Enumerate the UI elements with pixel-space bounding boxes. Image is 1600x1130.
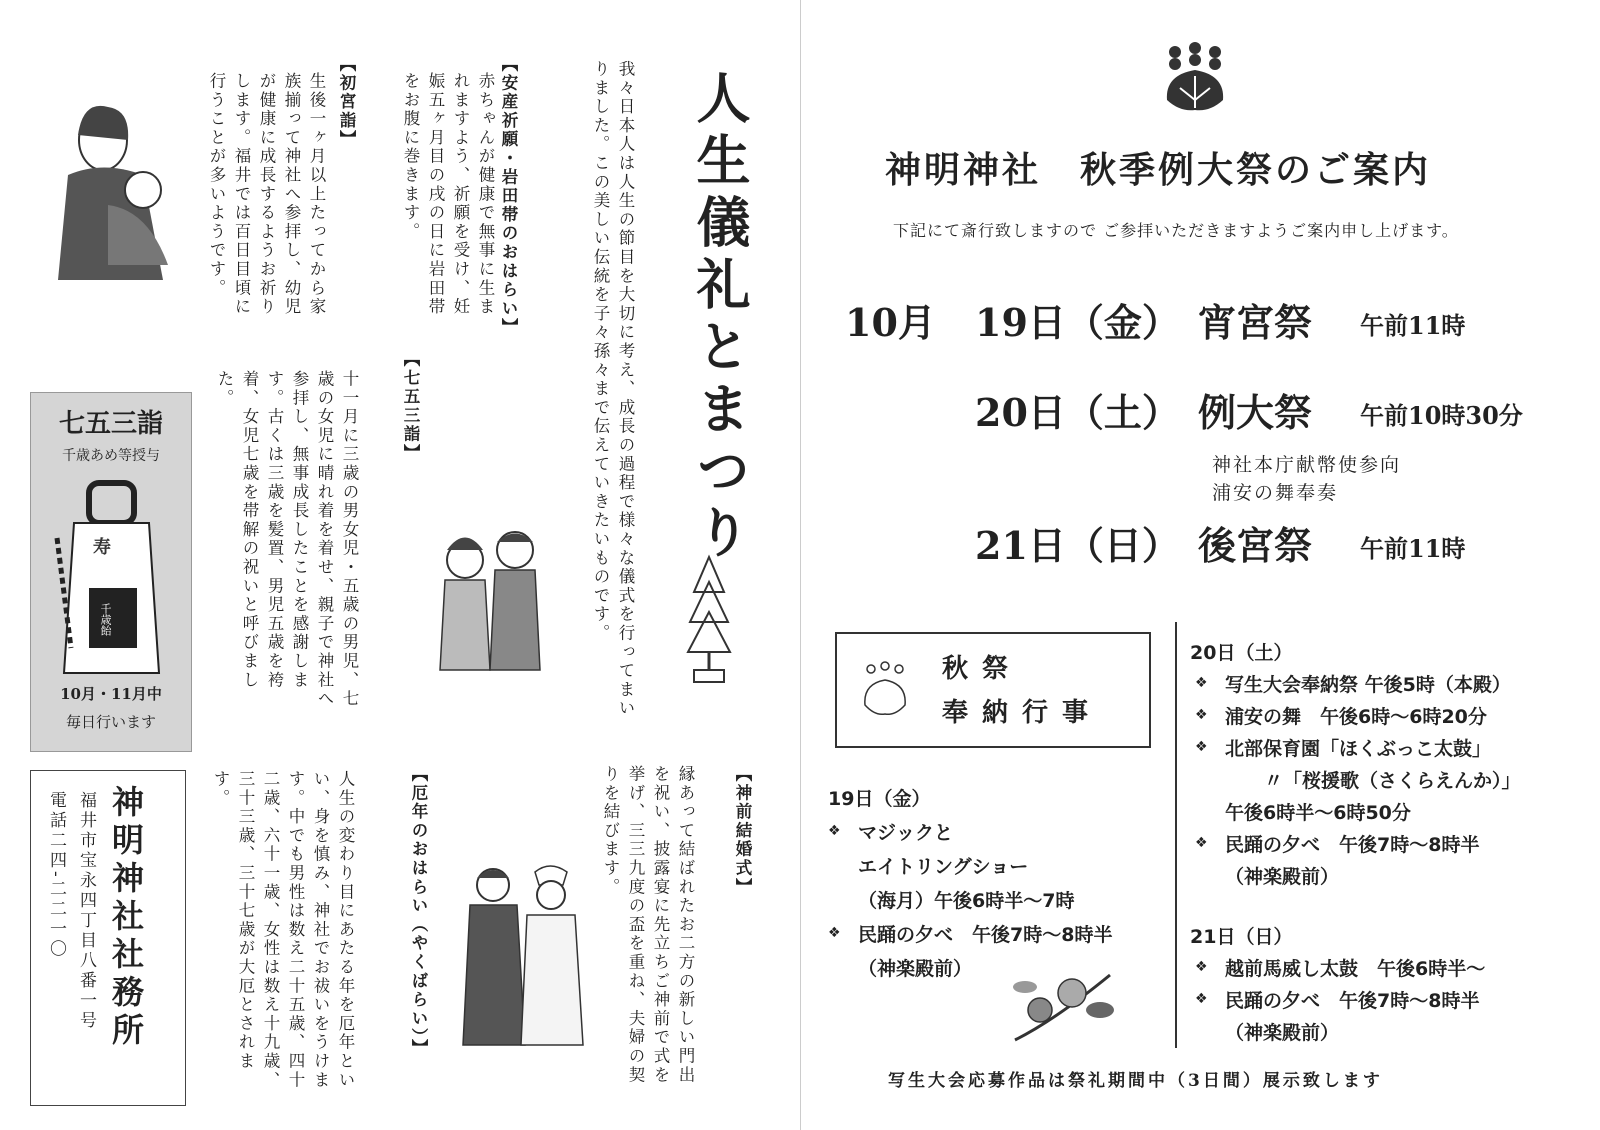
small-crest-icon (857, 660, 913, 720)
day20-heading: 20日（土） (1190, 642, 1293, 664)
reitaisai-note-1: 神社本庁献幣使参向 (1212, 454, 1402, 476)
schedule-event-19: 宵宮祭 (1198, 300, 1313, 345)
day20-line7: （神楽殿前） (1225, 866, 1340, 888)
schedule-time-21: 午前11時 (1360, 534, 1466, 563)
right-subtitle: 下記にて斎行致しますので ご参拝いただきますようご案内申し上げます。 (893, 221, 1459, 240)
bullet-icon: ❖ (1195, 835, 1208, 851)
bullet-icon: ❖ (1195, 675, 1208, 691)
autumn-festival-box (835, 632, 1151, 748)
day20-line5: 午後6時半～6時50分 (1225, 802, 1411, 824)
schedule-month: 10月 (845, 300, 936, 345)
mother-baby-illustration (48, 95, 178, 285)
bag-label-text: 千歳飴 (99, 603, 112, 636)
day20-line6: 民踊の夕べ 午後7時～8時半 (1225, 834, 1480, 856)
kekkon-body: 縁あって結ばれたお二方の新しい門出を祝い、披露宴に先立ちご神前で式を挙げ、三三九度の盃を重ね、夫婦の契りを結びます。 (601, 765, 695, 1085)
shichigosan-heading: 【七五三詣】 (401, 350, 420, 463)
day21-heading: 21日（日） (1190, 926, 1293, 948)
day20-line1: 写生大会奉納祭 午後5時（本殿） (1225, 674, 1511, 696)
day19-line2: エイトリングショー (858, 856, 1029, 878)
yakudoshi-heading: 【厄年のおはらい（やくばらい）】 (409, 765, 428, 1058)
box-label-1: 秋祭 (942, 654, 1023, 684)
shichigosan-body: 十一月に三歳の男女児・五歳の男児、七歳の女児に晴れ着を着せ、親子で神社へ参拝し、無事成長したことを感謝します。古くは三歳を髪置、男児五歳を袴着、女児七歳を帯解の祝いと呼びました。 (215, 370, 359, 709)
shrine-office-box (30, 770, 186, 1106)
box-label-2: 奉納行事 (942, 698, 1103, 728)
schedule-day-19: 19日（金） (975, 300, 1180, 345)
yakudoshi-body: 人生の変わり目にあたる年を厄年といい、身を慎み、神社でお祓いをうけます。中でも男性は数え二十五歳、四十二歳、六十一歳、女性は数え十九歳、三十三歳、三十七歳が大厄とされます。 (211, 770, 355, 1090)
bullet-icon: ❖ (1195, 959, 1208, 975)
office-tel: 電話二四-二二一〇 (46, 791, 66, 960)
bag-kotobuki-text: 寿 (93, 537, 111, 558)
day19-line3: （海月）午後6時半～7時 (858, 890, 1075, 912)
box-subtitle: 千歳あめ等授与 (62, 448, 160, 464)
bullet-icon: ❖ (828, 823, 841, 839)
day21-line2: 民踊の夕べ 午後7時～8時半 (1225, 990, 1480, 1012)
box-daily: 毎日行います (65, 713, 156, 731)
schedule-event-21: 後宮祭 (1198, 523, 1313, 568)
shichigosan-info-box (30, 392, 192, 752)
hatsumiya-heading: 【初宮詣】 (337, 55, 356, 149)
page-fold (800, 0, 801, 1130)
wedding-couple-illustration (455, 860, 585, 1050)
lantern-illustration (684, 552, 734, 692)
left-title: 人生儀礼とまつり (688, 70, 752, 566)
chitose-ame-bag (49, 478, 174, 678)
persimmon-illustration (1010, 965, 1120, 1045)
intro-text: 我々日本人は人生の節目を大切に考え、成長の過程で様々な儀式を行ってまいりました。この美しい伝統を子々孫々まで伝えていきたいものです。 (591, 60, 635, 718)
right-title: 神明神社 秋季例大祭のご案内 (885, 149, 1432, 191)
events-divider (1175, 622, 1177, 1048)
schedule-day-21: 21日（日） (975, 523, 1180, 568)
bullet-icon: ❖ (1195, 991, 1208, 1007)
day21-line3: （神楽殿前） (1225, 1022, 1340, 1044)
kekkon-heading: 【神前結婚式】 (733, 765, 752, 897)
day19-line4: 民踊の夕べ 午後7時～8時半 (858, 924, 1113, 946)
day21-line1: 越前馬威し太鼓 午後6時半～ (1225, 958, 1486, 980)
schedule-time-19: 午前11時 (1360, 311, 1466, 340)
schedule-day-20: 20日（土） (975, 390, 1180, 435)
paulownia-crest-icon (1155, 40, 1235, 115)
box-title: 七五三詣 (58, 409, 163, 439)
bullet-icon: ❖ (828, 925, 841, 941)
schedule-time-20: 午前10時30分 (1360, 401, 1523, 430)
footer-note: 写生大会応募作品は祭礼期間中（3日間）展示致します (888, 1071, 1383, 1091)
bullet-icon: ❖ (1195, 707, 1208, 723)
bullet-icon: ❖ (1195, 739, 1208, 755)
office-name: 神明神社社務所 (107, 785, 145, 1051)
hatsumiya-body: 生後一ヶ月以上たってから家族揃って神社へ参拝し、幼児が健康に成長するようお祈りします。福井では百日目頃に行うことが多いようです。 (207, 72, 326, 317)
anzan-body: 赤ちゃんが健康で無事に生まれますよう、祈願を受け、妊娠五ヶ月目の戌の日に岩田帯をお腹に巻きます。 (401, 72, 495, 317)
anzan-heading: 【安産祈願・岩田帯のおはらい】 (499, 55, 518, 337)
day19-line1: マジックと (858, 822, 954, 844)
day20-line3: 北部保育園「ほくぶっこ太鼓」 (1225, 738, 1492, 760)
reitaisai-note-2: 浦安の舞奉奏 (1212, 482, 1339, 504)
box-period: 10月・11月中 (60, 685, 162, 703)
schedule-event-20: 例大祭 (1198, 390, 1313, 435)
day19-heading: 19日（金） (828, 788, 931, 810)
day20-line4: 〃「桜援歌（さくらえんか）」 (1264, 770, 1521, 792)
children-illustration (430, 520, 550, 680)
day19-line5: （神楽殿前） (858, 958, 973, 980)
office-address: 福井市宝永四丁目八番一号 (76, 791, 96, 1031)
day20-line2: 浦安の舞 午後6時～6時20分 (1225, 706, 1487, 728)
